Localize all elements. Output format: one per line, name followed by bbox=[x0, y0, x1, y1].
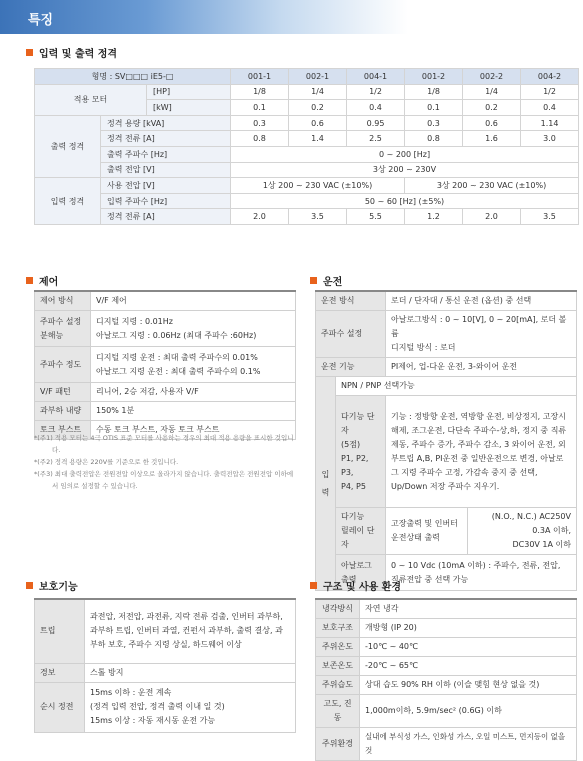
table-row: 경보 스톨 방지 bbox=[35, 663, 296, 682]
table-row: 출력 정격 정격 용량 [kVA] 0.3 0.6 0.95 0.3 0.6 1.14 bbox=[35, 115, 579, 131]
table-header-row: 형명 : SV□□□ iE5-□ 001-1 002-1 004-1 001-2 002-2 004-2 bbox=[35, 69, 579, 85]
table-row: 트립 과전압, 저전압, 과전류, 지락 전류 검출, 인버터 과부하, 과부하 트립, 인버터 과열, 컨펀서 과부하, 출력 결상, 과부하 보호, 주파수 지령 상실, 하드웨어 이상 bbox=[35, 599, 296, 663]
table-row: 입 력 NPN / PNP 선택가능 bbox=[316, 377, 577, 396]
table-row: V/F 패턴 리니어, 2승 저감, 사용자 V/F bbox=[35, 383, 296, 402]
table-row: 정격 전류 [A] 0.8 1.4 2.5 0.8 1.6 3.0 bbox=[35, 131, 579, 147]
table-row: 주파수 설정 아날로그방식 : 0 ~ 10[V], 0 ~ 20[mA], 로더 볼륨 디지털 방식 : 로더 bbox=[316, 311, 577, 358]
table-row: 입력 정격 사용 전압 [V] 1상 200 ~ 230 VAC (±10%) 3상 200 ~ 230 VAC (±10%) bbox=[35, 178, 579, 194]
table-row: 순시 정전 15ms 이하 : 운전 계속 (정격 입력 전압, 정격 출력 이내 일 것) 15ms 이상 : 자동 재시동 운전 가능 bbox=[35, 682, 296, 732]
footnote: *(주3) 최대 출력전압은 전원전압 이상으로 올라가지 않습니다. 출력전압은 전원전압 이하에서 임의로 설정할 수 있습니다. bbox=[34, 470, 294, 490]
table-row: 제어 방식 V/F 제어 bbox=[35, 291, 296, 311]
table-row: 입력 주파수 [Hz] 50 ~ 60 [Hz] (±5%) bbox=[35, 193, 579, 209]
footnote: *(주1) 적용 모터는 4극 OTIS 표준 모터를 사용하는 경우의 최대 적용 용량을 표시한 것입니다. bbox=[34, 434, 294, 454]
table-row: 정격 전류 [A] 2.0 3.5 5.5 1.2 2.0 3.5 bbox=[35, 209, 579, 225]
table-row: 과부하 내량 150% 1분 bbox=[35, 402, 296, 421]
table-row: 운전 기능 PI제어, 업-다운 운전, 3-와이어 운전 bbox=[316, 358, 577, 377]
bullet-square-icon bbox=[26, 582, 33, 589]
io-section-title: 입력 및 출력 정격 bbox=[26, 45, 117, 60]
table-row: [kW] 0.1 0.2 0.4 0.1 0.2 0.4 bbox=[35, 100, 579, 116]
bullet-square-icon bbox=[310, 277, 317, 284]
table-row: 보호구조 개방형 (IP 20) bbox=[316, 619, 577, 638]
footnotes bbox=[34, 432, 296, 492]
table-row: 출력 전압 [V] 3상 200 ~ 230V bbox=[35, 162, 579, 178]
table-row: 다기능 단자 (5점) P1, P2, P3, P4, P5 기능 : 정방향 운전, 역방향 운전, 비상정지, 고장시 해제, 조그운전, 다단속 주파수-상,하, 정지 중 직류 제동, 주파수 증가, 주파수 감소, 3 와이어 운전, 외부트립 A,B, PI운전 중 일반운전으로 변경, 아날로그 지령 주파수 고정, 가감속 중지 중 선택, Up/Down 저장 주파수 지우기. bbox=[316, 396, 577, 508]
table-row: 고도, 진동 1,000m이하, 5.9m/sec² (0.6G) 이하 bbox=[316, 695, 577, 728]
table-row: 아날로그 출력 0 ~ 10 Vdc (10mA 이하) : 주파수, 전류, 전압, 직류전압 중 선택 가능 bbox=[316, 555, 577, 591]
table-row: 운전 방식 로더 / 단자대 / 통신 운전 (옵션) 중 선택 bbox=[316, 291, 577, 311]
operation-section-title: 운전 bbox=[310, 273, 342, 288]
page-title: 특징 bbox=[28, 13, 54, 28]
protection-table bbox=[34, 598, 296, 733]
structure-table bbox=[315, 598, 577, 761]
table-row: 다기능 릴레이 단자 고장출력 및 인버터 운전상태 출력 (N.O., N.C.) AC250V 0.3A 이하, DC30V 1A 이하 bbox=[316, 508, 577, 555]
footnote: *(주2) 정격 용량은 220V를 기준으로 한 것입니다. bbox=[34, 458, 179, 466]
bullet-square-icon bbox=[310, 582, 317, 589]
table-row: 주위온도 -10℃ ~ 40℃ bbox=[316, 638, 577, 657]
table-row: 토크 부스트 수동 토크 부스트, 자동 토크 부스트 bbox=[35, 421, 296, 440]
table-row: 냉각방식 자연 냉각 bbox=[316, 599, 577, 619]
operation-table bbox=[315, 290, 577, 591]
table-row: 출력 주파수 [Hz] 0 ~ 200 [Hz] bbox=[35, 146, 579, 162]
table-row: 주위습도 상대 습도 90% RH 이하 (이슬 맺힘 현상 없을 것) bbox=[316, 676, 577, 695]
control-table bbox=[34, 290, 296, 440]
table-row: 적용 모터 [HP] 1/8 1/4 1/2 1/8 1/4 1/2 bbox=[35, 84, 579, 100]
protection-section-title: 보호기능 bbox=[26, 578, 78, 593]
io-rating-table bbox=[34, 68, 579, 225]
bullet-square-icon bbox=[26, 49, 33, 56]
bullet-square-icon bbox=[26, 277, 33, 284]
page-title-banner bbox=[0, 0, 583, 34]
table-row: 주위환경 실내에 부식성 가스, 인화성 가스, 오일 미스트, 먼지등이 없을것 bbox=[316, 728, 577, 761]
table-row: 주파수 설정 분해능 디지털 지령 : 0.01Hz 아날로그 지령 : 0.06Hz (최대 주파수 :60Hz) bbox=[35, 311, 296, 347]
table-row: 주파수 정도 디지털 지령 운전 : 최대 출력 주파수의 0.01% 아날로그 지령 운전 : 최대 출력 주파수의 0.1% bbox=[35, 347, 296, 383]
table-row: 보존온도 -20℃ ~ 65℃ bbox=[316, 657, 577, 676]
control-section-title: 제어 bbox=[26, 273, 58, 288]
model-label: 형명 : SV□□□ iE5-□ bbox=[35, 69, 231, 85]
structure-section-title: 구조 및 사용 환경 bbox=[310, 578, 401, 593]
